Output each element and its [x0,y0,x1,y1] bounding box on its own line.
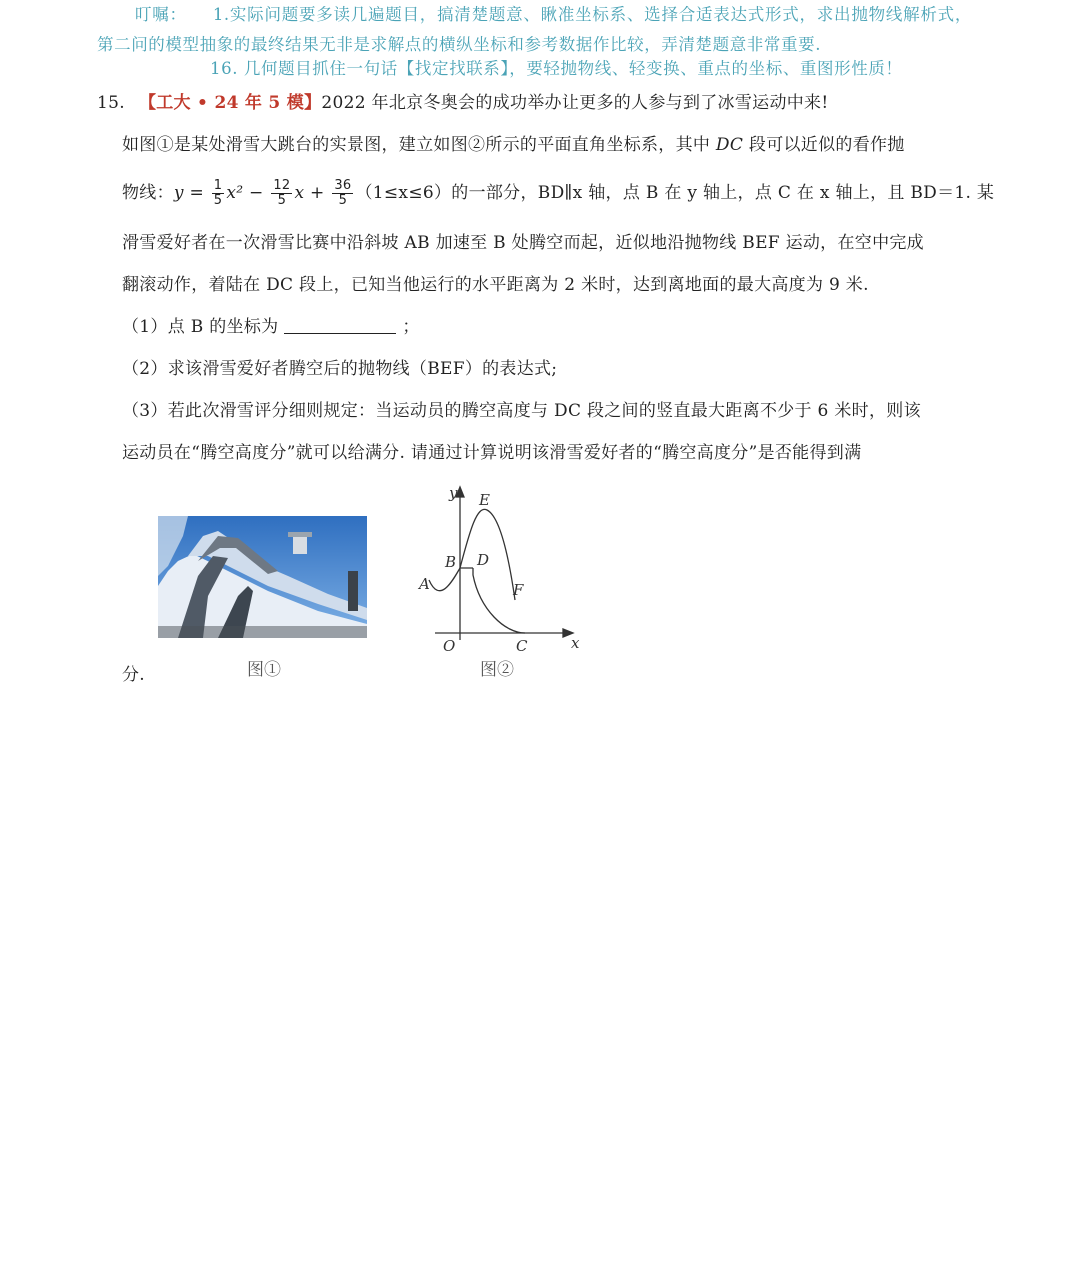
question-text: 物线： [122,183,174,203]
label-d: D [477,551,490,569]
sub-question-2: （2）求该滑雪爱好者腾空后的抛物线（BEF）的表达式; [122,359,558,379]
question-text: 的一部分，BD∥x 轴，点 B 在 y 轴上，点 C 在 x 轴上，且 BD＝1. 某 [451,183,995,203]
numerator: 36 [334,178,352,193]
curve-dc [473,568,525,633]
label-e: E [479,491,490,509]
ski-jump-photo [158,516,367,638]
denominator: 5 [338,193,348,208]
fraction [212,179,225,208]
denominator: 5 [277,193,287,208]
fraction [271,179,292,208]
equation-range: （1≤x≤6） [355,183,452,203]
question-text: （1）点 B 的坐标为 [122,317,279,337]
question-text: 如图①是某处滑雪大跳台的实景图，建立如图②所示的平面直角坐标系，其中 [122,135,711,155]
label-a: A [419,575,430,593]
denominator: 5 [213,193,223,208]
tip-label: 叮嘱： [135,5,187,24]
fraction [332,179,353,208]
figure-2-caption: 图② [480,660,514,680]
question-line-4: 翻滚动作，着陆在 DC 段上，已知当他运行的水平距离为 2 米时，达到离地面的最大高度为 9 米. [122,275,869,295]
label-b: B [445,553,457,571]
tip-paragraph [97,0,972,60]
sub-question-1 [122,312,972,342]
equation-part: x² − [226,183,270,203]
slope-ab [429,568,473,591]
tip-text-1: 1.实际问题要多读几遍题目，搞清楚题意、瞅准坐标系、选择合适表达式形式，求出抛物线解析式，第二问的模型抽象的最终结果无非是求解点的横纵坐标和参考数据作比较，弄清楚题意非常重要. [97,5,972,54]
numerator: 1 [213,178,223,193]
question-header [97,88,947,118]
label-x: x [571,634,580,652]
question-source: 【工大 • 24 年 5 模】 [138,93,322,113]
label-c: C [516,637,528,655]
question-equation-line [122,178,995,208]
question-intro: 2022 年北京冬奥会的成功举办让更多的人参与到了冰雪运动中来! [321,93,829,113]
question-text: ； [402,317,420,337]
question-line-3: 滑雪爱好者在一次滑雪比赛中沿斜坡 AB 加速至 B 处腾空而起，近似地沿抛物线 BEF 运动，在空中完成 [122,233,924,253]
equation-part: y = [173,183,210,203]
question-line-1 [122,130,972,160]
label-y: y [449,485,458,502]
numerator: 12 [273,178,291,193]
coordinate-graph [415,485,590,660]
tip-text-2: 16. 几何题目抓住一句话【找定找联系】，要轻抛物线、轻变换、重点的坐标、重图形性质！ [210,59,903,78]
equation-part: x + [294,183,331,203]
question-number: 15. [97,93,125,113]
sub-question-3-line-1: （3）若此次滑雪评分细则规定：当运动员的腾空高度与 DC 段之间的竖直最大距离不少于 6 米时，则该 [122,401,921,421]
answer-blank[interactable] [284,315,396,334]
sub-question-3-line-2: 运动员在“腾空高度分”就可以给满分. 请通过计算说明该滑雪爱好者的“腾空高度分”是否能得到满 [122,443,862,463]
sub-question-3-line-3: 分. [122,665,146,685]
question-text: 段可以近似的看作抛 [748,135,905,155]
figure-1-caption: 图① [247,660,281,680]
label-f: F [513,581,524,599]
segment-label: DC [715,135,744,155]
label-o: O [443,637,456,655]
